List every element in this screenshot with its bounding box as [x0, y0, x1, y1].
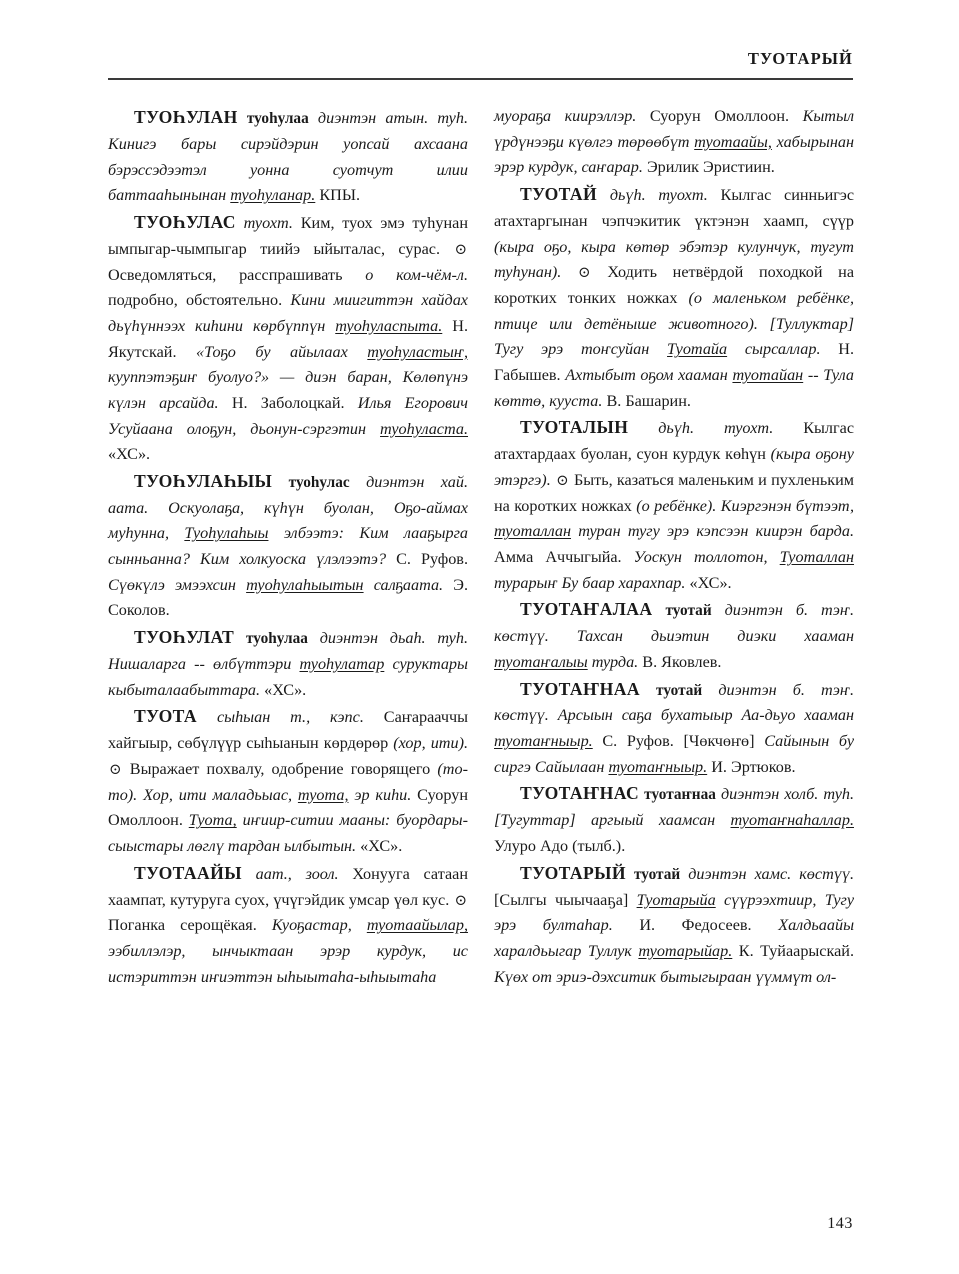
running-head-rule: [108, 78, 853, 80]
entry-cited-form: туотаайылар,: [366, 916, 469, 935]
entry-example-tail: эр киһи.: [354, 785, 412, 804]
entry-russian-definition-paren: (то-то).: [108, 759, 468, 804]
entry-grammar: дьүһ. туохт.: [658, 419, 774, 438]
entry-cited-form: туотайан: [732, 366, 804, 385]
right-column: [494, 104, 854, 1194]
entry-headword: ТУОТАРЫЙ: [520, 862, 626, 883]
entry-source: Суорун Омоллоон.: [108, 785, 468, 830]
entry-cited-form: туотаҥнаһаллар.: [730, 811, 854, 830]
entry-source: И. Федосеев.: [639, 916, 752, 935]
page-columns: [108, 104, 853, 1194]
entry-base-form: туотай: [665, 602, 712, 620]
entry-example-tail: иҥиир-ситии мааны: буордары-сыыстары лөглү тардан ылбытын.: [108, 811, 469, 856]
entry-cited-form: Туотайа: [667, 340, 728, 359]
entry-yakut-definition: Ким, туох эмэ туһунан ымпыгар-чымпыгар тиийэ ыйыталас, сурас.: [108, 213, 469, 258]
entry-headword: ТУОҺУЛАН: [134, 107, 238, 127]
dictionary-entry: [108, 209, 468, 468]
entry-base-form: туотаҥнаа: [644, 786, 716, 804]
entry-example: Сүөкүлэ эмээхсин: [108, 575, 236, 594]
entry-example: Оскуолаҕа, күһүн буолан, Оҕо-аймах муһунна,: [108, 498, 468, 543]
entry-source: Амма Аччыгыйа.: [494, 548, 622, 567]
entry-cited-form: туотаайы,: [694, 132, 772, 151]
entry-example-tail: хабырынан эрэр курдук, саҥарар.: [494, 132, 854, 177]
entry-yakut-definition: Хонууга сатаан хаампат, кутуруга суох, үчүгэйдик умсар үөл кус.: [108, 864, 468, 909]
entry-source: И. Эртюков.: [711, 757, 796, 776]
dictionary-entry: [108, 468, 468, 624]
entry-yakut-definition: Кылгас атахтардаах буолан, суон курдук көһүн: [494, 419, 855, 464]
entry-grammar: аат., зоол.: [255, 864, 339, 883]
entry-source: С. Руфов.: [396, 550, 469, 569]
entry-base-form: туоһулас: [288, 473, 350, 491]
entry-yakut-definition-paren: (кыра оҕону этэргэ).: [494, 445, 854, 489]
entry-russian-definition: Осведомляться, расспрашивать: [108, 265, 343, 284]
entry-base-form: туотай: [656, 681, 703, 699]
entry-source: В. Башарин.: [606, 391, 691, 410]
entry-example: аргыый хаамсан: [590, 811, 716, 830]
dictionary-entry: [108, 860, 468, 991]
entry-example: Ахтыбыт оҕом хааман: [565, 366, 728, 385]
entry-grammar: диэнтэн б. тэҥ. көстүү.: [494, 601, 854, 646]
entry-example: Илья Егорович Усуйаана олоҕун, дьонун-сэргэтин: [108, 393, 468, 438]
entry-example-bracket: [Туллуктар]: [769, 314, 855, 333]
entry-russian-definition-tail: подробно, обстоятельно.: [108, 291, 283, 310]
entry-grammar: диэнтэн б. тэҥ. көстүү.: [494, 680, 855, 725]
entry-example-tail: кууппэтэҕиҥ буолуо?» — диэн баран, Көлөпүнэ күлэн арсайда.: [108, 368, 468, 412]
entry-source: «ХС».: [108, 445, 151, 464]
entry-russian-definition: Быть, казаться маленьким и пухленьким на коротких ножках: [494, 470, 855, 515]
running-head: [108, 50, 853, 86]
entry-source: Н. Якутскай.: [108, 316, 469, 361]
entry-source: Суорун Омоллоон.: [649, 107, 790, 125]
entry-source: «ХС».: [264, 680, 307, 699]
entry-russian-definition-paren: (о маленьком ребёнке, птице или детёныше животного).: [494, 289, 854, 333]
dictionary-entry: [108, 703, 468, 859]
entry-headword: ТУОҺУЛАТ: [134, 627, 235, 648]
entry-cited-form: туота,: [297, 785, 349, 804]
entry-example: Кытыл үрдүнээҕи күөлгэ төрөөбүт: [494, 107, 855, 151]
entry-russian-definition-paren: (о ребёнке).: [636, 496, 717, 515]
entry-example: Нишаларга -- өлбүттэри: [108, 655, 292, 674]
entry-source: КПЫ.: [319, 186, 360, 205]
entry-grammar: диэнтэн холб. туһ.: [720, 785, 855, 804]
dictionary-entry: [494, 676, 854, 781]
entry-cited-form: туоһуласпыта.: [335, 316, 443, 335]
entry-cited-form: Туоталлан: [779, 548, 855, 567]
entry-example: Куоҕастар,: [271, 916, 352, 935]
dictionary-entry: [108, 104, 468, 209]
entry-source: Улуро Адо (тылб.).: [494, 837, 626, 856]
entry-example: Тахсан дьиэтин диэки хааман: [576, 627, 854, 646]
running-head-title: ТУОТАРЫЙ: [747, 49, 853, 68]
entry-grammar: диэнтэн хай. аата.: [108, 472, 469, 517]
entry-yakut-definition-paren: (хор, ити).: [393, 734, 469, 753]
entry-headword: ТУОТА: [134, 706, 198, 727]
dictionary-entry: [494, 414, 854, 596]
entry-example-bracket: [Тугуттар]: [494, 811, 576, 830]
entry-example-tail: салҕаата.: [373, 575, 444, 594]
entry-cited-form: туотарыйар.: [638, 941, 733, 960]
entry-headword: ТУОТАЛЫН: [520, 417, 629, 438]
entry-example: Сайынын бу сиргэ Сайылаан: [494, 732, 855, 776]
entry-example-tail: суруктары кыбыталаабыттара.: [108, 655, 468, 699]
entry-russian-definition: Ходить нетвёрдой походкой на коротких тонких ножках: [494, 263, 855, 307]
entry-example-tail: сырсаллар.: [744, 340, 821, 359]
entry-example-tail: -- Тула көттө, кууста.: [494, 366, 855, 410]
entry-example-tail: туран тугу эрэ кэпсээн киирэн барда.: [578, 522, 855, 541]
entry-grammar: диэнтэн хамс. көстүү.: [688, 864, 855, 883]
dictionary-entry-continuation: [494, 104, 854, 181]
definition-separator-icon: ⊙: [556, 472, 569, 489]
entry-headword: ТУОҺУЛАҺЫЫ: [134, 470, 273, 491]
dictionary-entry: [494, 860, 854, 991]
entry-cited-form: туоһуланар.: [230, 186, 316, 205]
entry-cited-form: туотаҥалыы: [494, 652, 588, 671]
entry-source: С. Руфов.: [602, 732, 674, 751]
entry-headword: ТУОТАЙ: [520, 184, 598, 205]
definition-separator-icon: ⊙: [454, 241, 468, 258]
entry-example-tail: ээбиллэлэр, ынчыктаан эрэр курдук, ис истэриттэн иҥиэттэн ыһыытаһа-ыһыытаһа: [108, 942, 468, 986]
entry-example: Уоскун толлотон,: [633, 548, 768, 567]
entry-example-bracket: [Сылгы чыычааҕа]: [494, 890, 629, 909]
entry-example: «Тоҕо бу айылаах: [196, 342, 348, 361]
dictionary-entry: [494, 596, 854, 675]
entry-headword: ТУОТАҤНАА: [520, 678, 640, 699]
entry-cited-form: Туоһулаһыы: [184, 524, 269, 543]
definition-separator-icon: ⊙: [454, 892, 468, 909]
entry-cited-form: Туота,: [188, 811, 237, 830]
entry-cited-form: туоһулаһыытын: [246, 575, 364, 594]
entry-source: Эрилик Эристиин.: [646, 158, 775, 177]
entry-source: «ХС».: [360, 837, 403, 856]
entry-headword: ТУОТАҤАЛАА: [520, 599, 653, 620]
entry-example: Арсыын саҕа бухатыыр Аа-дьуо хааман: [557, 706, 854, 725]
entry-example-tail: турда.: [591, 652, 639, 671]
entry-base-form: туоһулаа: [246, 110, 309, 127]
entry-base-form: туоһулаа: [245, 630, 308, 648]
entry-example-tail: элбээтэ: Ким лааҕырга сынньанна? Ким холкуоска үлэлээтэ?: [108, 524, 469, 569]
entry-example-tail: муораҕа киирэллэр.: [494, 107, 637, 125]
entry-example-tail: сүүрээхтиир, Тугу эрэ бултаһар.: [494, 890, 854, 935]
entry-example-tail: турарыҥ Бу баар харахпар.: [494, 573, 686, 592]
entry-yakut-definition: Кылгас синньигэс атахтаргынан чэпчэкитик үктэнэн хаамп, сүүр: [494, 186, 855, 230]
dictionary-entry: [494, 780, 854, 859]
entry-example: Хор, ити маладьыас,: [143, 785, 293, 804]
entry-yakut-definition: Кинигэ бары сирэйдэрин уопсай ахсаана бэрэссэдээтэл уонна суотчут илии баттааһынынан: [108, 134, 468, 205]
entry-source: В. Яковлев.: [642, 652, 722, 671]
entry-grammar: диэнтэн атын. туһ.: [317, 109, 468, 127]
entry-russian-definition: Выражает похвалу, одобрение говорящего: [129, 759, 431, 778]
entry-grammar: туохт.: [243, 213, 293, 232]
entry-cited-form: Туотарыйа: [636, 890, 716, 909]
entry-cited-form: туоталлан: [494, 522, 571, 541]
entry-source: Н. Заболоцкай.: [231, 393, 345, 412]
entry-yakut-definition: Саҥарааччы хайгыыр, сөбүлүүр сыһыанын көрдөрөр: [108, 708, 469, 753]
entry-example-bracket: [Чөкчөҥө]: [683, 732, 755, 751]
entry-example: Халдьаайы харалдьыгар Туллук: [494, 916, 855, 960]
dictionary-entry: [108, 624, 468, 703]
entry-source: К. Туйаарыскай.: [738, 941, 855, 960]
entry-cited-form: туотаҥныыр.: [608, 757, 708, 776]
entry-grammar: дьүһ. туохт.: [609, 186, 708, 205]
entry-russian-definition: Поганка серощёкая.: [108, 916, 257, 935]
entry-source: Н. Габышев.: [494, 340, 855, 385]
entry-headword: ТУОТАҤНАС: [520, 783, 640, 804]
entry-cited-form: туоһулатар: [299, 655, 385, 674]
entry-source: «ХС».: [689, 573, 732, 592]
entry-cited-form: туотаҥныыр.: [494, 732, 593, 751]
entry-example: Киэргэнэн бүтээт,: [720, 496, 854, 515]
entry-yakut-definition-paren: (кыра оҕо, кыра көтөр эбэтэр кулунчук, тугут туһунан).: [494, 237, 854, 282]
entry-example: Күөх от эриэ-дэхситик бытыгыраан үүммүт ол-: [494, 967, 837, 986]
left-column: [108, 104, 468, 1194]
dictionary-entry: [494, 181, 854, 414]
entry-cited-form: туоһуласта.: [380, 419, 469, 438]
entry-example: Кини миигиттэн хайдах дьүһүннээх киһини көрбүппүн: [108, 291, 468, 335]
definition-separator-icon: ⊙: [578, 265, 591, 282]
entry-cited-form: туоһуластыҥ,: [367, 342, 468, 361]
entry-russian-usage-note: о ком-чём-л.: [365, 265, 469, 284]
entry-example: Тугу эрэ тоҥсуйан: [494, 340, 650, 359]
entry-base-form: туотай: [633, 865, 681, 883]
entry-grammar: сыһыан т., кэпс.: [216, 708, 364, 727]
definition-separator-icon: ⊙: [109, 761, 122, 778]
entry-grammar: диэнтэн дьаһ. туһ.: [319, 629, 469, 648]
entry-source: Э. Соколов.: [108, 575, 469, 620]
entry-headword: ТУОТААЙЫ: [134, 862, 242, 883]
entry-headword: ТУОҺУЛАС: [134, 211, 236, 232]
page-number: 143: [827, 1215, 853, 1232]
